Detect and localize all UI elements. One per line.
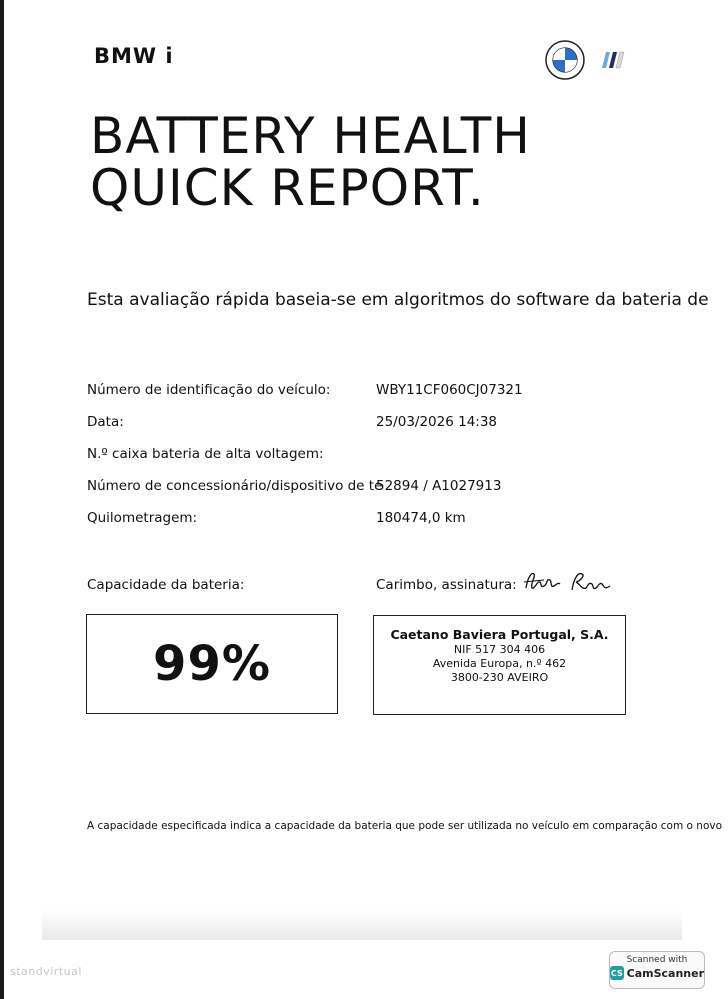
field-label: Data: <box>87 414 124 430</box>
watermark-text: standvirtual <box>10 965 82 978</box>
intro-text: Esta avaliação rápida baseia-se em algoritmos do software da bateria de <box>87 290 709 310</box>
field-value: 52894 / A1027913 <box>376 478 502 494</box>
field-label: Quilometragem: <box>87 510 198 526</box>
field-row-vin <box>87 382 647 414</box>
field-value: 180474,0 km <box>376 510 466 526</box>
field-label: Número de concessionário/dispositivo de te <box>87 478 383 494</box>
dealer-stamp <box>373 615 626 715</box>
stamp-label: Carimbo, assinatura: <box>376 577 517 593</box>
stamp-address: Avenida Europa, n.º 462 <box>432 657 567 670</box>
field-row-dealer-device <box>87 478 647 510</box>
battery-capacity-value: 99% <box>153 636 271 692</box>
stamp-company: Caetano Baviera Portugal, S.A. <box>390 627 609 642</box>
field-value: 25/03/2026 14:38 <box>376 414 498 430</box>
report-title <box>90 107 531 217</box>
footnote-text: A capacidade especificada indica a capacidade da bateria que pode ser utilizada no veículo em comparação com o novo <box>87 820 723 832</box>
title-line-1: BATTERY HEALTH <box>90 107 531 165</box>
vehicle-fields <box>87 382 647 542</box>
bmw-roundel-icon <box>545 40 585 80</box>
stamp-nif: NIF 517 304 406 <box>453 643 546 656</box>
field-row-battery-box <box>87 446 647 478</box>
title-line-2: QUICK REPORT. <box>90 159 485 217</box>
scan-edge <box>0 0 4 999</box>
field-row-mileage <box>87 510 647 542</box>
camscanner-icon: CS <box>610 966 624 980</box>
stamp-postal: 3800-230 AVEIRO <box>450 671 549 684</box>
scan-shadow <box>42 910 682 940</box>
capacity-label: Capacidade da bateria: <box>87 577 245 593</box>
battery-capacity-box <box>86 614 338 714</box>
field-label: Número de identificação do veículo: <box>87 382 331 398</box>
field-label: N.º caixa bateria de alta voltagem: <box>87 446 324 462</box>
field-row-date <box>87 414 647 446</box>
camscanner-brand-row <box>610 966 704 980</box>
brand-name: BMW i <box>94 44 174 68</box>
camscanner-name: CamScanner <box>626 966 704 980</box>
camscanner-badge <box>609 951 705 989</box>
camscanner-scanned-with: Scanned with <box>626 955 688 965</box>
bmw-m-stripes-icon <box>596 50 630 70</box>
field-value: WBY11CF060CJ07321 <box>376 382 523 398</box>
handwritten-signature <box>522 566 614 596</box>
